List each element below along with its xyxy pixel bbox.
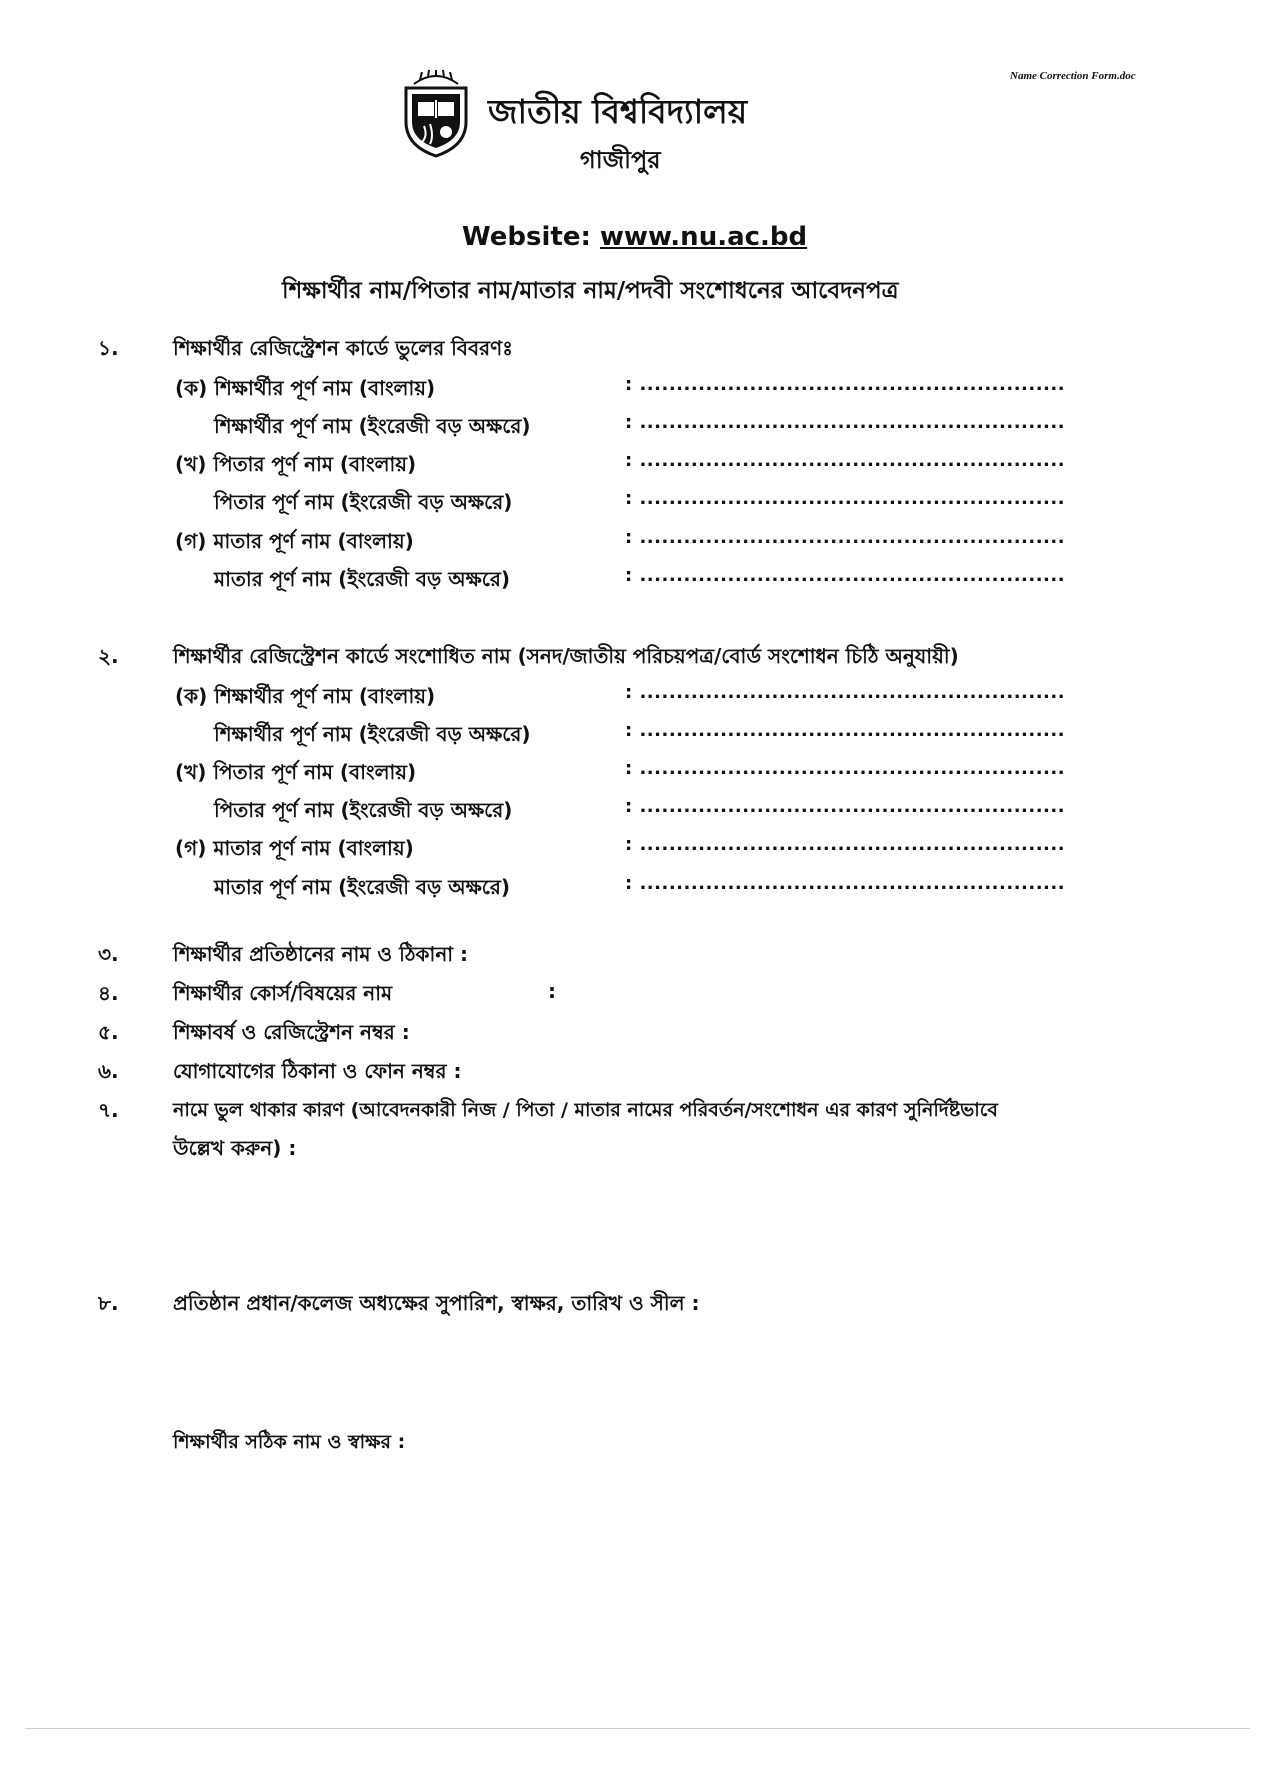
- university-city: গাজীপুর: [580, 146, 661, 174]
- section-1-field-3: (খ) পিতার পূর্ণ নাম (বাংলায়): [175, 452, 417, 476]
- section-2-number: ২.: [98, 644, 119, 668]
- section-5-heading: শিক্ষাবর্ষ ও রেজিস্ট্রেশন নম্বর :: [173, 1020, 410, 1044]
- section-1-field-1-blank[interactable]: : ..........................................................: [625, 374, 1066, 395]
- section-2-heading: শিক্ষার্থীর রেজিস্ট্রেশন কার্ডে সংশোধিত নাম (সনদ/জাতীয় পরিচয়পত্র/বোর্ড সংশোধন চিঠি অনুযায়ী): [173, 644, 959, 668]
- website-line: [462, 222, 807, 252]
- section-2-field-3-blank[interactable]: : ..........................................................: [625, 758, 1066, 779]
- section-2-field-5: (গ) মাতার পূর্ণ নাম (বাংলায়): [175, 836, 414, 860]
- section-2-field-1-blank[interactable]: : ..........................................................: [625, 682, 1066, 703]
- section-1-field-4: পিতার পূর্ণ নাম (ইংরেজী বড় অক্ষরে): [214, 490, 513, 514]
- section-2-field-2: শিক্ষার্থীর পূর্ণ নাম (ইংরেজী বড় অক্ষরে): [214, 722, 531, 746]
- section-4-number: ৪.: [98, 981, 119, 1005]
- section-2-field-4: পিতার পূর্ণ নাম (ইংরেজী বড় অক্ষরে): [214, 798, 513, 822]
- section-1-field-5: (গ) মাতার পূর্ণ নাম (বাংলায়): [175, 529, 414, 553]
- section-2-field-2-blank[interactable]: : ..........................................................: [625, 720, 1066, 741]
- section-1-field-2: শিক্ষার্থীর পূর্ণ নাম (ইংরেজী বড় অক্ষরে): [214, 414, 531, 438]
- section-3-heading: শিক্ষার্থীর প্রতিষ্ঠানের নাম ও ঠিকানা :: [173, 942, 469, 966]
- section-1-field-6: মাতার পূর্ণ নাম (ইংরেজী বড় অক্ষরে): [214, 567, 510, 591]
- file-name-label: Name Correction Form.doc: [1010, 70, 1136, 82]
- section-6-heading: যোগাযোগের ঠিকানা ও ফোন নম্বর :: [173, 1059, 462, 1083]
- section-1-field-5-blank[interactable]: : ..........................................................: [625, 527, 1066, 548]
- section-1-number: ১.: [98, 336, 119, 360]
- section-2-field-6-blank[interactable]: : ..........................................................: [625, 873, 1066, 894]
- section-3-number: ৩.: [98, 942, 119, 966]
- section-4-colon: :: [548, 979, 556, 1003]
- section-2-field-3: (খ) পিতার পূর্ণ নাম (বাংলায়): [175, 760, 417, 784]
- section-6-number: ৬.: [98, 1059, 119, 1083]
- section-1-field-2-blank[interactable]: : ..........................................................: [625, 412, 1066, 433]
- section-5-number: ৫.: [98, 1020, 119, 1044]
- section-7-number: ৭.: [98, 1098, 119, 1122]
- section-1-field-6-blank[interactable]: : ..........................................................: [625, 565, 1066, 586]
- section-2-field-5-blank[interactable]: : ..........................................................: [625, 834, 1066, 855]
- section-7-heading: নামে ভুল থাকার কারণ (আবেদনকারী নিজ / পিতা / মাতার নামের পরিবর্তন/সংশোধন এর কারণ সুনির্দিষ্টভাবে: [173, 1099, 999, 1121]
- section-8-heading: প্রতিষ্ঠান প্রধান/কলেজ অধ্যক্ষের সুপারিশ, স্বাক্ষর, তারিখ ও সীল :: [173, 1291, 700, 1315]
- section-7-heading-continued: উল্লেখ করুন) :: [173, 1136, 297, 1160]
- section-2-field-1: (ক) শিক্ষার্থীর পূর্ণ নাম (বাংলায়): [175, 684, 436, 708]
- section-2-field-4-blank[interactable]: : ..........................................................: [625, 796, 1066, 817]
- university-logo-icon: [400, 70, 472, 158]
- website-prefix: Website:: [462, 222, 600, 252]
- section-4-heading: শিক্ষার্থীর কোর্স/বিষয়ের নাম: [173, 981, 393, 1005]
- section-8-number: ৮.: [98, 1291, 119, 1315]
- signature-label: শিক্ষার্থীর সঠিক নাম ও স্বাক্ষর :: [173, 1431, 406, 1453]
- section-1-field-4-blank[interactable]: : ..........................................................: [625, 488, 1066, 509]
- form-title: শিক্ষার্থীর নাম/পিতার নাম/মাতার নাম/পদবী সংশোধনের আবেদনপত্র: [282, 278, 899, 304]
- section-2-field-6: মাতার পূর্ণ নাম (ইংরেজী বড় অক্ষরে): [214, 875, 510, 899]
- section-1-heading: শিক্ষার্থীর রেজিস্ট্রেশন কার্ডে ভুলের বিবরণঃ: [173, 336, 513, 360]
- website-link[interactable]: www.nu.ac.bd: [599, 222, 808, 252]
- page-bottom-rule: [25, 1728, 1250, 1729]
- section-1-field-1: (ক) শিক্ষার্থীর পূর্ণ নাম (বাংলায়): [175, 376, 436, 400]
- section-1-field-3-blank[interactable]: : ..........................................................: [625, 450, 1066, 471]
- university-name: জাতীয় বিশ্ববিদ্যালয়: [488, 92, 748, 131]
